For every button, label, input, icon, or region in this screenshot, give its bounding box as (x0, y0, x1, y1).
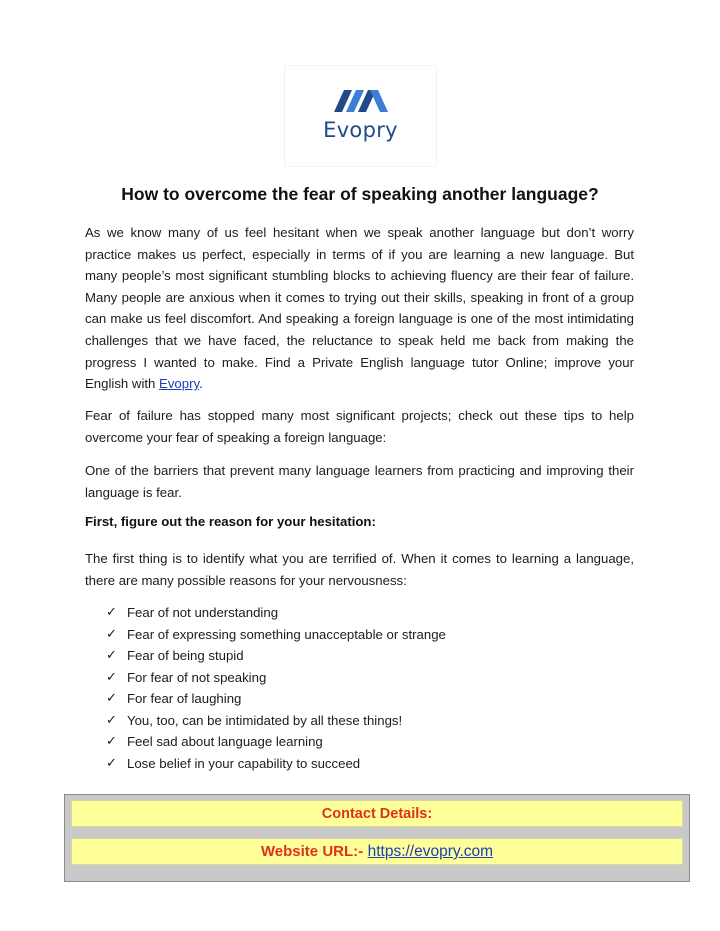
list-item (106, 667, 446, 689)
list-item-text: Fear of being stupid (127, 648, 244, 663)
check-icon: ✓ (106, 626, 117, 642)
list-item (106, 624, 446, 646)
list-item-text: Lose belief in your capability to succeed (127, 755, 361, 771)
intro-end: . (199, 376, 203, 392)
logo-text: Evopry (323, 118, 398, 142)
check-icon: ✓ (106, 734, 117, 749)
intro-paragraph (85, 222, 634, 395)
list-item-text: For fear of not speaking (127, 669, 267, 685)
contact-box (64, 794, 690, 882)
website-label: Website URL:- (260, 843, 364, 860)
website-link[interactable]: https://evopry.com (367, 843, 494, 860)
list-item (106, 645, 446, 667)
list-item (106, 602, 446, 624)
list-item-text: You, too, can be intimidated by all these things! (127, 712, 403, 728)
list-item-text: For fear of laughing (127, 691, 242, 706)
reasons-checklist (106, 602, 446, 774)
check-icon: ✓ (106, 755, 117, 771)
list-item (106, 688, 446, 710)
contact-title: Contact Details: (321, 806, 433, 822)
check-icon: ✓ (106, 648, 117, 663)
section-heading: First, figure out the reason for your hesitation: (85, 514, 376, 529)
list-item (106, 731, 446, 753)
website-row (71, 838, 683, 865)
check-icon: ✓ (106, 605, 117, 620)
evopry-link[interactable]: Evopry (159, 376, 200, 392)
barriers-paragraph: One of the barriers that prevent many language learners from practicing and improving their language is fear. (85, 463, 634, 500)
identify-paragraph: The first thing is to identify what you are terrified of. When it comes to learning a language, there are many possible reasons for your nervousness: (85, 551, 634, 588)
list-item-text: Fear of not understanding (127, 605, 279, 620)
list-item (106, 753, 446, 775)
check-icon: ✓ (106, 712, 117, 728)
evopry-logo (285, 66, 436, 166)
list-item-text: Fear of expressing something unacceptable or strange (127, 626, 446, 642)
list-item-text: Feel sad about language learning (127, 734, 323, 749)
check-icon: ✓ (106, 691, 117, 706)
tips-paragraph: Fear of failure has stopped many most significant projects; check out these tips to help overcome your fear of speaking a foreign language: (85, 408, 634, 445)
list-item (106, 710, 446, 732)
intro-text: As we know many of us feel hesitant when we speak another language but don’t worry practice makes us perfect, especially in terms of if you are learning a new language. But many people’s most significant stumbling blocks to achieving fluency are their fear of failure. Many people are anxious when it comes to trying out their skills, speaking in front of a group can make us feel discomfort. And speaking a foreign language is one of the most intimidating challenges that we have faced, the reluctance to speak held me back from making the progress I wanted to make. Find a Private English language tutor Online; improve your English with (85, 225, 634, 392)
contact-title-row (71, 800, 683, 827)
evopry-logo-mark-icon (334, 86, 388, 116)
check-icon: ✓ (106, 669, 117, 685)
page-title: How to overcome the fear of speaking another language? (121, 184, 599, 204)
